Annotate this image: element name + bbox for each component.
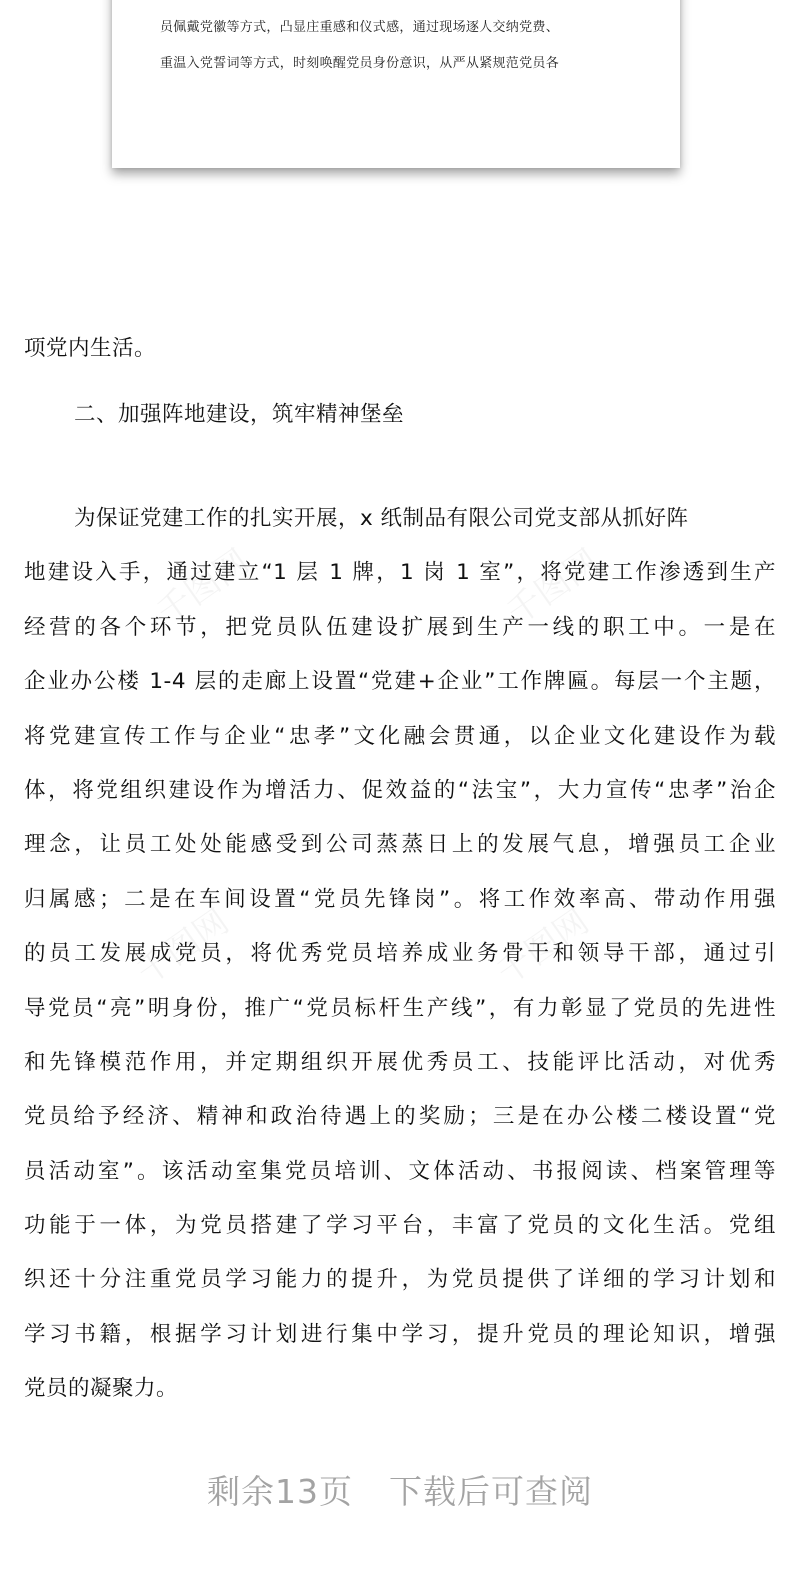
- paragraph-line: 导党员“亮”明身份，推广“党员标杆生产线”，有力彰显了党员的先进性: [24, 995, 776, 1021]
- remaining-pages-text: 剩余13页: [207, 1472, 353, 1511]
- paragraph-line: 企业办公楼 1-4 层的走廊上设置“党建+企业”工作牌匾。每层一个主题，: [24, 669, 776, 695]
- paragraph-line: 地建设入手，通过建立“1 层 1 牌，1 岗 1 室”，将党建工作渗透到生产: [24, 560, 776, 586]
- download-to-view-text: 下载后可查阅: [389, 1472, 593, 1511]
- paragraph-line: 党员给予经济、精神和政治待遇上的奖励；三是在办公楼二楼设置“党: [24, 1104, 776, 1130]
- paragraph-line: 经营的各个环节，把党员队伍建设扩展到生产一线的职工中。一是在: [24, 614, 776, 640]
- paragraph-line: 理念，让员工处处能感受到公司蒸蒸日上的发展气息，增强员工企业: [24, 832, 776, 858]
- section-heading: 二、加强阵地建设，筑牢精神堡垒: [74, 402, 405, 427]
- paragraph-line: 党员的凝聚力。: [24, 1376, 179, 1402]
- paragraph-line: 和先锋模范作用，并定期组织开展优秀员工、技能评比活动，对优秀: [24, 1049, 776, 1075]
- preview-line-2: 重温入党誓词等方式，时刻唤醒党员身份意识，从严从紧规范党员各: [160, 56, 560, 71]
- preview-card: [112, 0, 680, 168]
- continuation-text-block: [24, 322, 776, 376]
- paragraph-line: 体，将党组织建设作为增活力、促效益的“法宝”，大力宣传“忠孝”治企: [24, 777, 776, 803]
- paragraph-line: 织还十分注重党员学习能力的提升，为党员提供了详细的学习计划和: [24, 1267, 776, 1293]
- paragraph-line: 功能于一体，为党员搭建了学习平台，丰富了党员的文化生活。党组: [24, 1213, 776, 1239]
- continuation-line: 项党内生活。: [24, 336, 157, 361]
- paragraph-line: 归属感；二是在车间设置“党员先锋岗”。将工作效率高、带动作用强: [24, 886, 776, 912]
- paragraph-line: 学习书籍，根据学习计划进行集中学习，提升党员的理论知识，增强: [24, 1321, 776, 1347]
- preview-line-1: 员佩戴党徽等方式，凸显庄重感和仪式感，通过现场逐人交纳党费、: [160, 20, 560, 35]
- body-paragraph: [24, 492, 776, 1417]
- remaining-pages-notice: [0, 1466, 800, 1513]
- paragraph-line: 为保证党建工作的扎实开展，x 纸制品有限公司党支部从抓好阵: [74, 506, 689, 531]
- paragraph-line: 员活动室”。该活动室集党员培训、文体活动、书报阅读、档案管理等: [24, 1158, 776, 1184]
- paragraph-line: 的员工发展成党员，将优秀党员培养成业务骨干和领导干部，通过引: [24, 941, 776, 967]
- paragraph-line: 将党建宣传工作与企业“忠孝”文化融会贯通，以企业文化建设作为载: [24, 723, 776, 749]
